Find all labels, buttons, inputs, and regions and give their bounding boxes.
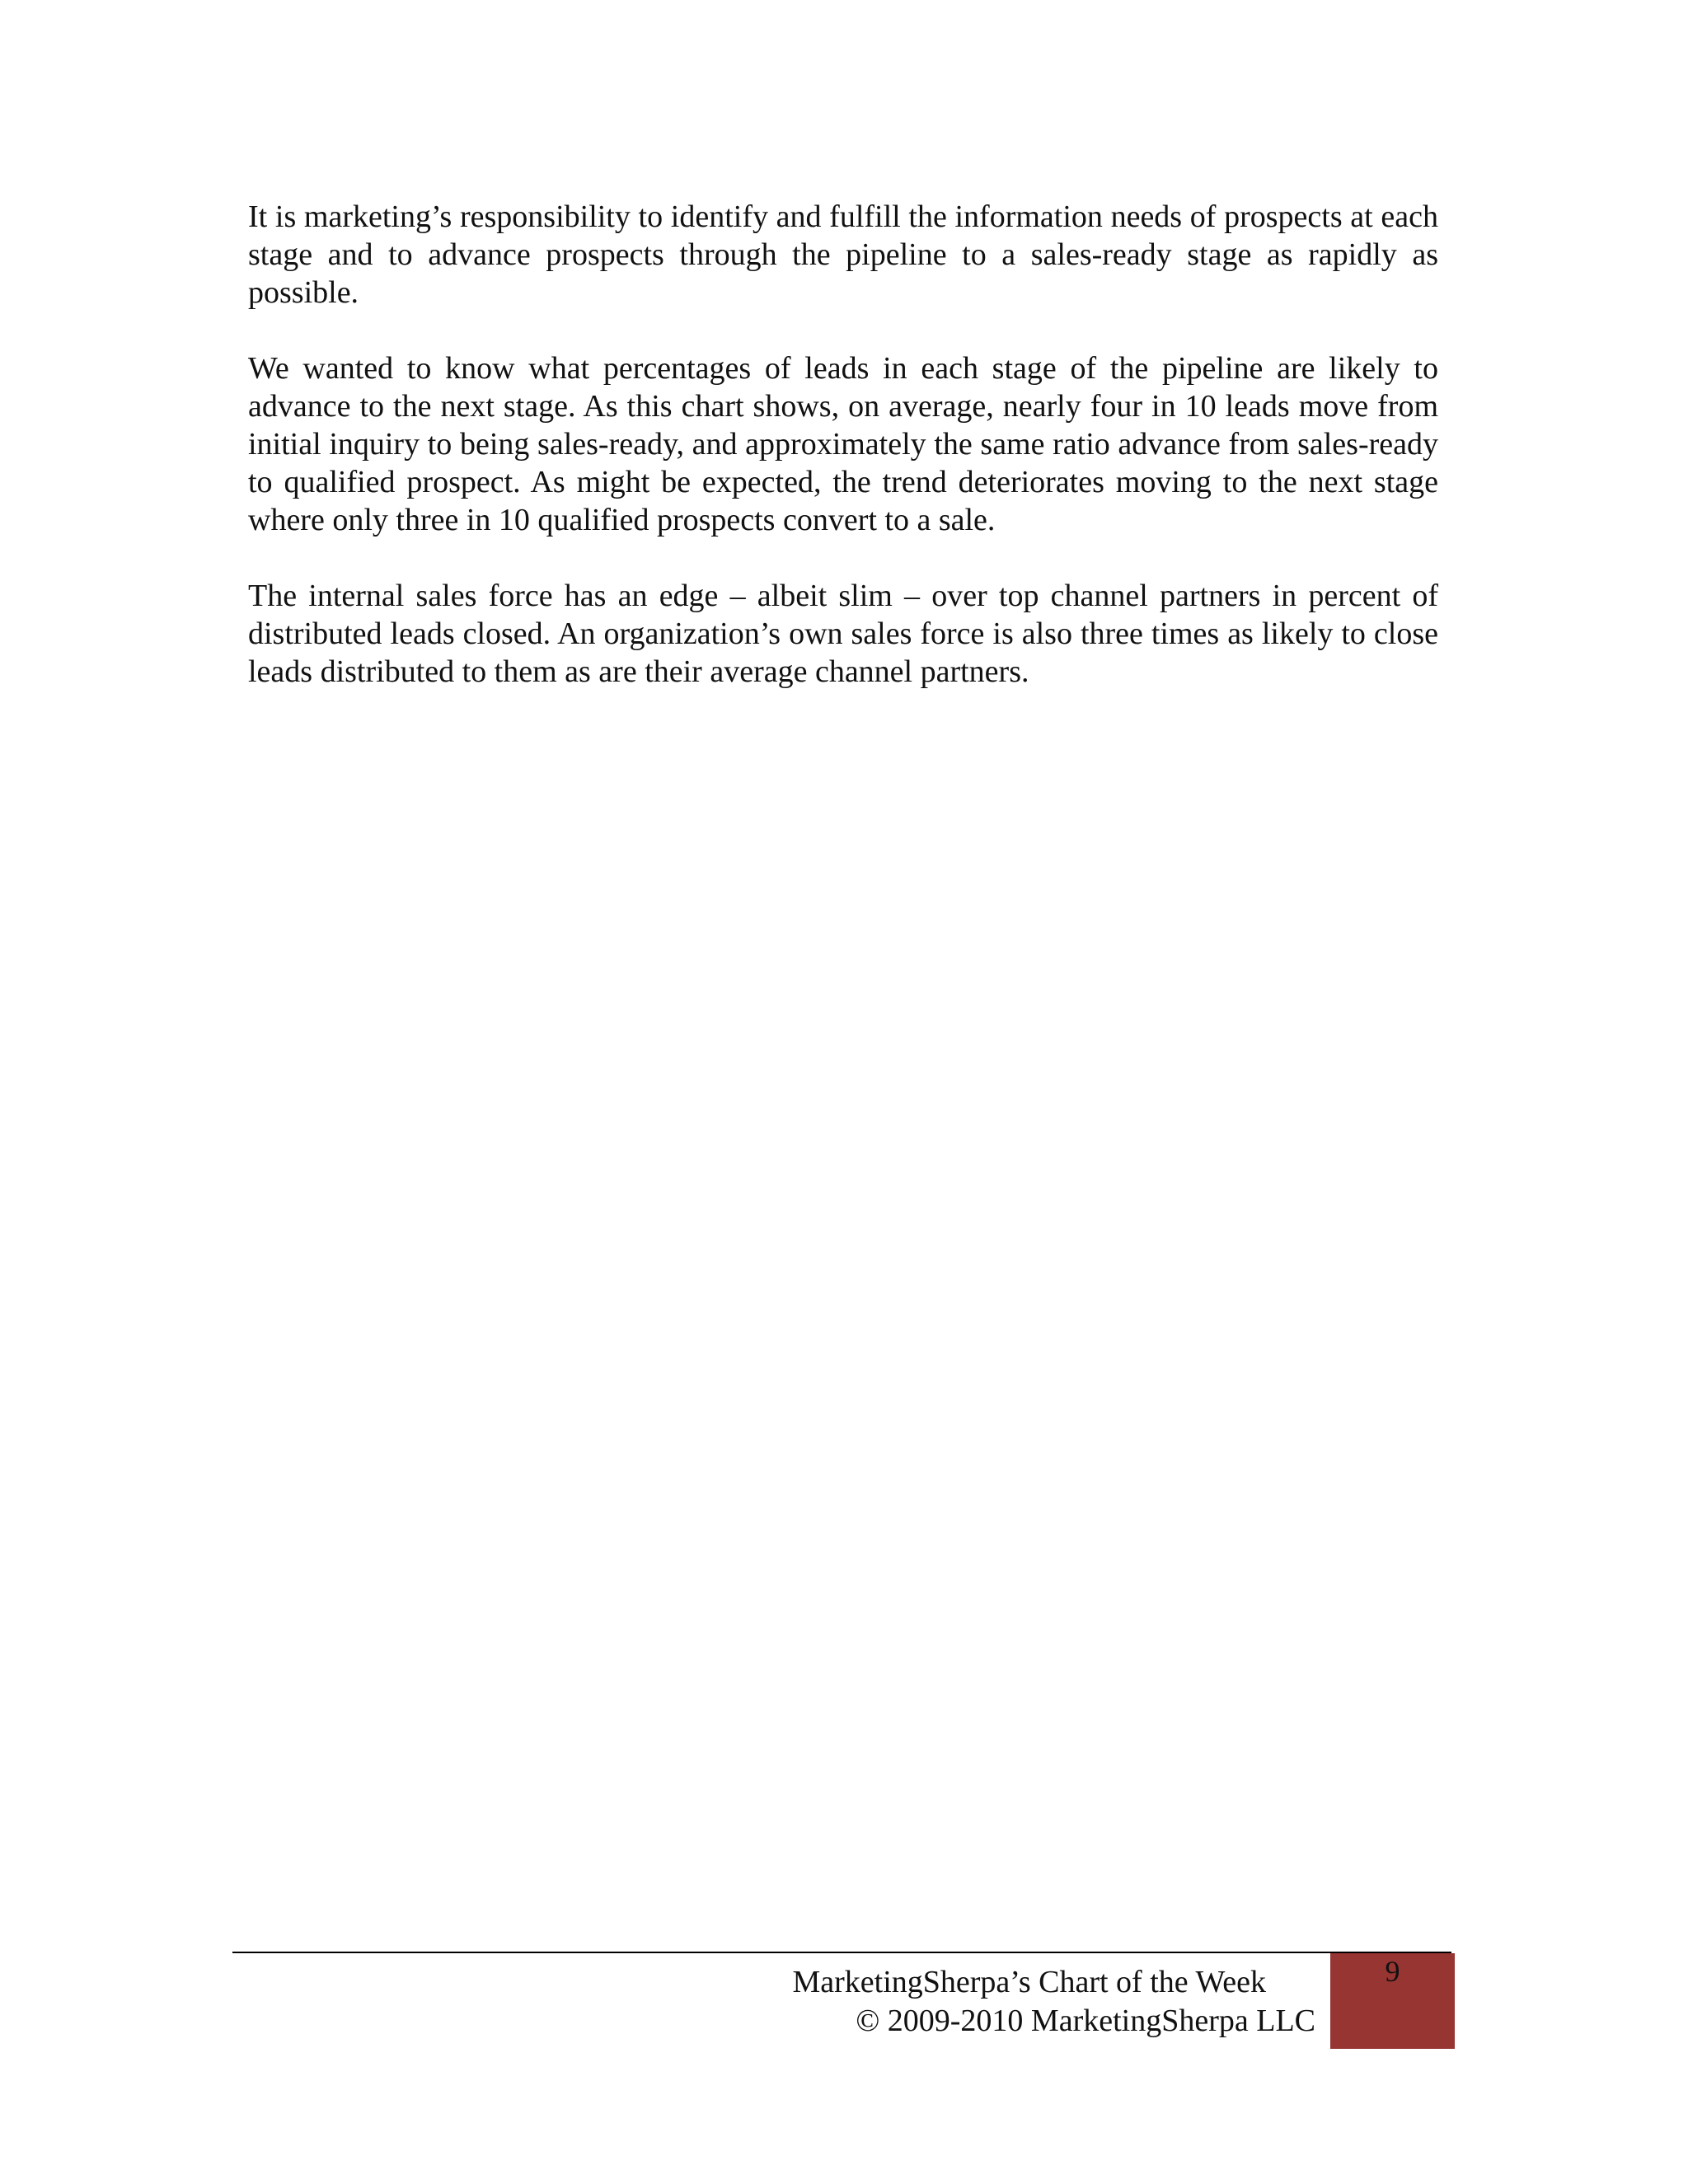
paragraph-2: We wanted to know what percentages of leads in each stage of the pipeline are likely to advance to the next stage. As this chart shows, on average, nearly four in 10 leads move from initial inquiry to being sales-ready, and approximately the same ratio advance from sales-ready to qualified prospect. As might be expected, the trend deteriorates moving to the next stage where only three in 10 qualified prospects convert to a sale.: [248, 351, 1438, 537]
page-number-box: [1330, 1953, 1455, 2049]
footer-rule: [232, 1952, 1451, 1953]
paragraph-3: The internal sales force has an edge – albeit slim – over top channel partners in percent of distributed leads closed. An organization’s own sales force is also three times as likely to close leads distributed to them as are their average channel partners.: [248, 579, 1438, 689]
body-text: [248, 198, 1438, 729]
paragraph-1: It is marketing’s responsibility to identify and fulfill the information needs of prospects at each stage and to advance prospects through the pipeline to a sales-ready stage as rapidly as possible.: [248, 199, 1438, 310]
page-number: 9: [1385, 1955, 1400, 1988]
footer: [792, 1963, 1315, 2041]
footer-publication: MarketingSherpa’s Chart of the Week: [792, 1965, 1266, 1999]
footer-copyright: © 2009-2010 MarketingSherpa LLC: [856, 2004, 1315, 2038]
